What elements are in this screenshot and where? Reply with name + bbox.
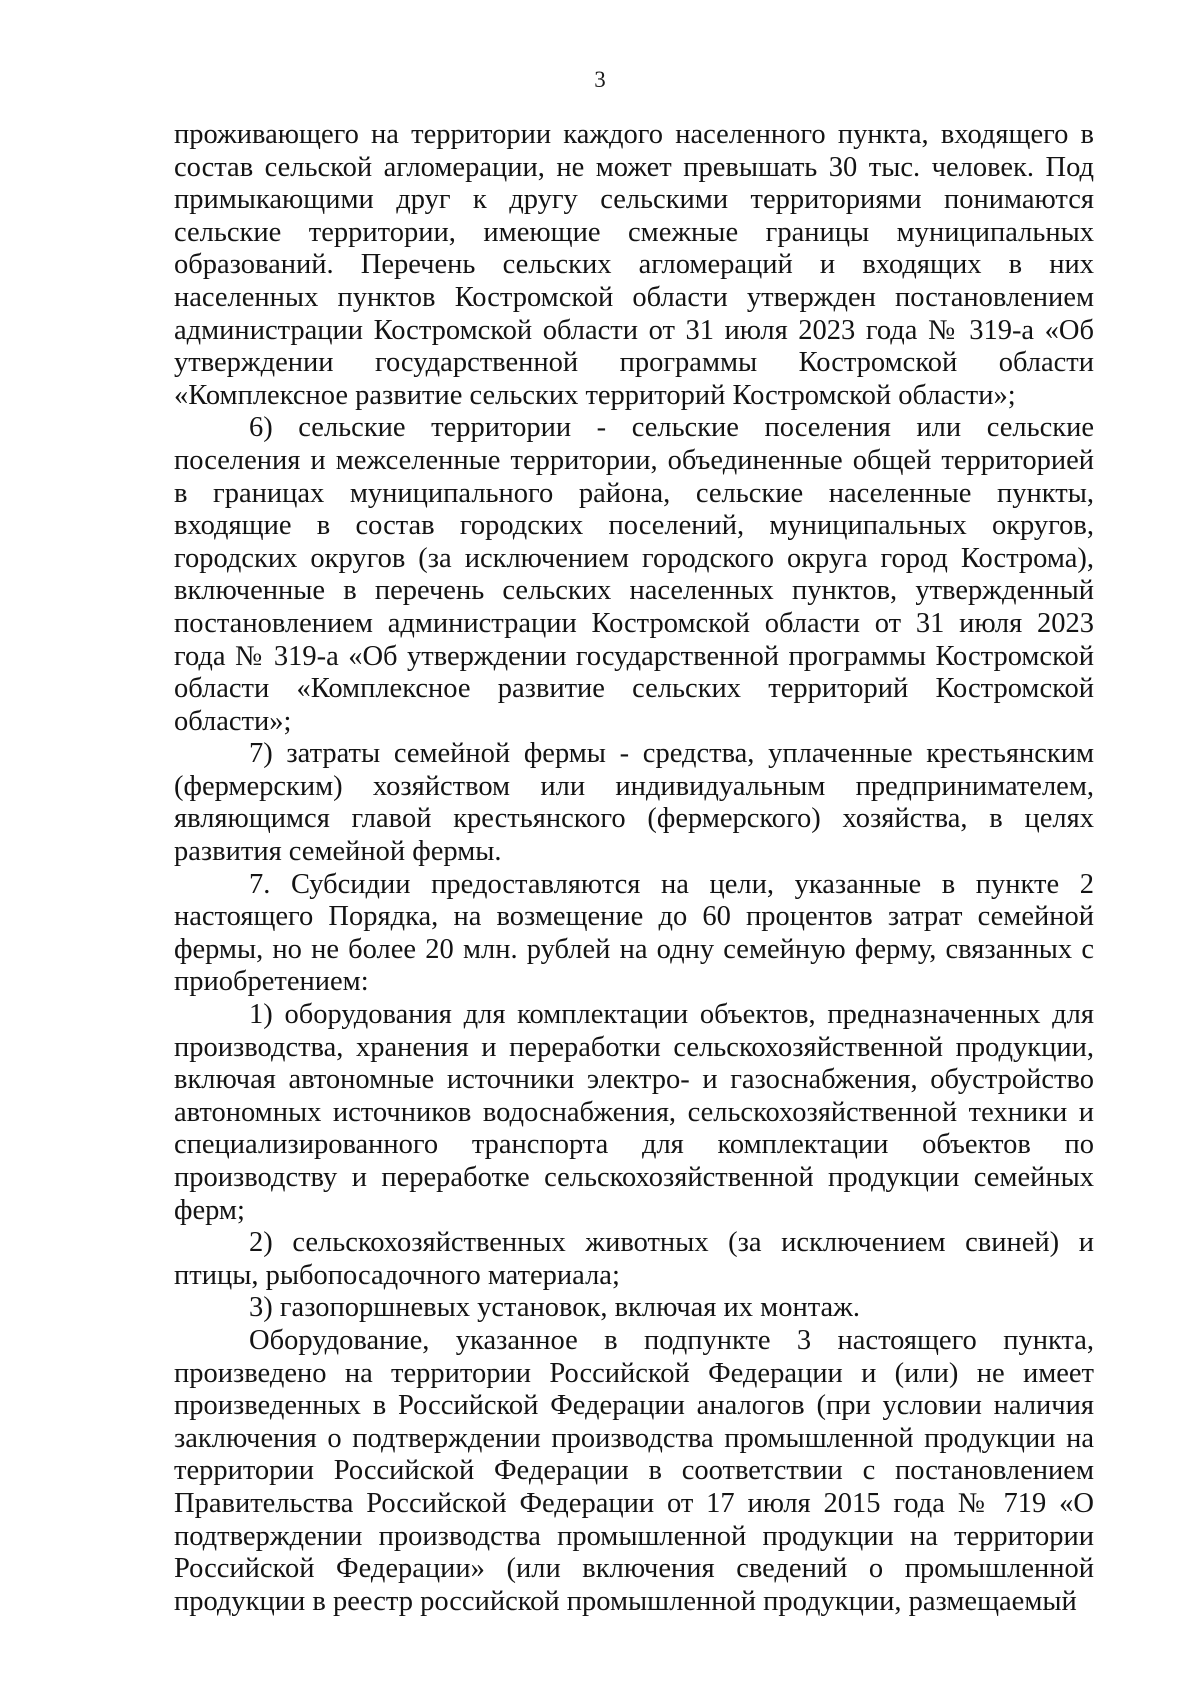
body-text (174, 119, 1094, 1618)
paragraph: Оборудование, указанное в подпункте 3 настоящего пункта, произведено на территории Российской Федерации и (или) не имеет произведенных в Российской Федерации аналогов (при условии наличия заключения о подтверждении производства промышленной продукции на территории Российской Федерации в соответствии с постановлением Правительства Российской Федерации от 17 июля 2015 года № 719 «О подтверждении производства промышленной продукции на территории Российской Федерации» (или включения сведений о промышленной продукции в реестр российской промышленной продукции, размещаемый (174, 1324, 1094, 1617)
paragraph: 2) сельскохозяйственных животных (за исключением свиней) и птицы, рыбопосадочного материала; (174, 1227, 1094, 1291)
paragraph: 3) газопоршневых установок, включая их монтаж. (249, 1292, 860, 1324)
paragraph: 7. Субсидии предоставляются на цели, указанные в пункте 2 настоящего Порядка, на возмещение до 60 процентов затрат семейной фермы, но не более 20 млн. рублей на одну семейную ферму, связанных с приобретением: (174, 868, 1094, 998)
paragraph: 6) сельские территории - сельские поселения или сельские поселения и межселенные территории, объединенные общей территорией в границах муниципального района, сельские населенные пункты, входящие в состав городских поселений, муниципальных округов, городских округов (за исключением городского округа город Кострома), включенные в перечень сельских населенных пунктов, утвержденный постановлением администрации Костромской области от 31 июля 2023 года № 319-а «Об утверждении государственной программы Костромской области «Комплексное развитие сельских территорий Костромской области»; (174, 412, 1094, 737)
paragraph: проживающего на территории каждого населенного пункта, входящего в состав сельской агломерации, не может превышать 30 тыс. человек. Под примыкающими друг к другу сельскими территориями понимаются сельские территории, имеющие смежные границы муниципальных образований. Перечень сельских агломераций и входящих в них населенных пунктов Костромской области утвержден постановлением администрации Костромской области от 31 июля 2023 года № 319-а «Об утверждении государственной программы Костромской области «Комплексное развитие сельских территорий Костромской области»; (174, 119, 1094, 411)
page-number: 3 (594, 67, 606, 92)
paragraph: 7) затраты семейной фермы - средства, уплаченные крестьянским (фермерским) хозяйством или индивидуальным предпринимателем, являющимся главой крестьянского (фермерского) хозяйства, в целях развития семейной фермы. (174, 738, 1094, 868)
paragraph: 1) оборудования для комплектации объектов, предназначенных для производства, хранения и переработки сельскохозяйственной продукции, включая автономные источники электро- и газоснабжения, обустройство автономных источников водоснабжения, сельскохозяйственной техники и специализированного транспорта для комплектации объектов по производству и переработке сельскохозяйственной продукции семейных ферм; (174, 999, 1094, 1226)
